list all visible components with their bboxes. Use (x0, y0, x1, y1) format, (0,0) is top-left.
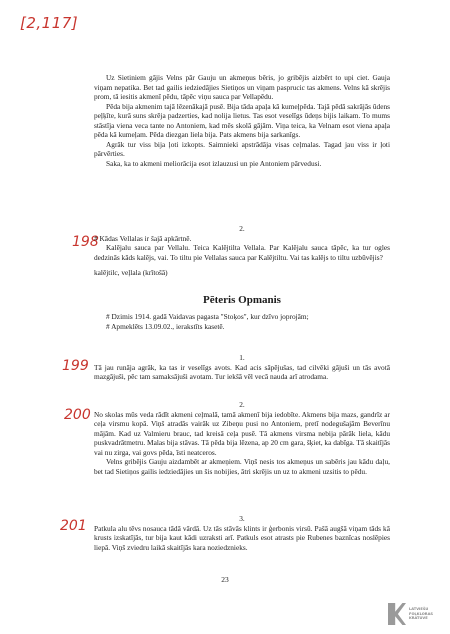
text-block-1 (94, 73, 390, 168)
section-number: 3. (239, 514, 245, 523)
text-block-3 (94, 268, 390, 278)
section-number: 2. (239, 224, 245, 233)
paragraph: kalējtilc, veļlala (krītošā) (94, 268, 168, 277)
paragraph: Kalējalu sauca par Vellalu. Teica Kalējtilta Vellala. Par Kalējalu sauca tāpēc, ka tur ogles dedzinās kāds kalējs, vai. To tiltu pie Vellalas sauca par Kalējtiltu. Vai tas kalējs to tiltu uzbūvējis? (94, 243, 390, 262)
margin-number-198: 198 (72, 234, 99, 250)
margin-number-200: 200 (64, 407, 91, 423)
text-block-5 (94, 353, 390, 382)
narrator-info (94, 312, 390, 331)
logo-line: KRĀTUVE (409, 616, 428, 621)
paragraph: Velns gribējis Gauju aizdambēt ar akmeņiem. Viņš nesis tos akmeņus un sabēris jau kādu daļu, bet tad Sietiņos gailis iedziedājies un šis nobijies, ātri skrējis un uz to akmeni uzsitis to pēdu. (94, 457, 390, 476)
paragraph: # Kādas Vellalas ir šajā apkārtnē. (94, 233, 192, 243)
section-number: 2. (239, 400, 245, 409)
archive-logo (388, 602, 444, 626)
info-line: # Dzimis 1914. gadā Vaidavas pagasta "Stoķos", kur dzīvo joprojām; (106, 312, 309, 321)
logo-line: LATVIEŠU (409, 607, 429, 612)
archive-id-handwritten: [2,117] (20, 14, 79, 32)
logo-line: FOLKLORAS (409, 611, 433, 616)
k-logo-icon (388, 603, 406, 625)
paragraph: Tā jau runāja agrāk, ka tas ir veselīgs avots. Kad acis sāpējušas, tad cilvēki gājuši un tās avotā mazgājuši, pēc tam samaksājuši avotam. Tur iekšā vēl vecā nauda arī atrodama. (94, 362, 390, 381)
paragraph: No skolas mūs veda rādīt akmeni ceļmalā, tamā akmenī bija iedobīte. Akmens bija mazs, gandrīz ar ceļa virsmu kopā. Viņš atradās vairāk uz Zibeņu pusi no Antoniem, pretī nodegušajām Beverīnu mājām. Kad uz Valmieru brauc, tad kreisā ceļa pusē. Tā akmens virsma nebija pārāk liela, kādu puskvadrātmetru. Malas bija stāvas. Tā pēda bija lēzena, ap 20 cm gara, šķiet, ka dabīga. Tā skaitījās vai nu zirga, vai govs pēda, īsti neatceros. (94, 409, 390, 457)
paragraph: Patkula alu tēvs nosauca tādā vārdā. Uz tās stāvās klints ir ģerbonis virsū. Pašā augšā viņam tāds kā krusts izskatījās, tur bija kaut kādi uzraksti arī. Patkuls esot atrasts pie Rubenes baznīcas noslēpies liepā. Viņš zviedru laikā skaitījās kara noziedznieks. (94, 523, 390, 552)
paragraph: Agrāk tur viss bija ļoti izkopts. Saimnieki apstrādāja visas ceļmalas. Tagad jau viss ir ļoti pārvērties. (94, 139, 390, 158)
logo-text (409, 607, 433, 620)
margin-number-199: 199 (62, 358, 89, 374)
paragraph: Saka, ka to akmeni meliorācija esot izlauzusi un pie Antoniem pārvedusi. (106, 158, 322, 168)
paragraph: Uz Sietiniem gājis Velns pār Gauju un akmeņus bēris, jo gribējis aizbērt to upi ciet. Gauja viņam nepatika. Bet tad gailis iedziedājies Sietiņos un viņam paspruciс tas akmens. Velns kā skrējis prom, tā iesitis akmenī pēdu, tāpēc viņu sauca par Vellapēdu. (94, 73, 390, 101)
text-block-2 (94, 224, 390, 262)
narrator-heading: Pēteris Opmanis (203, 294, 281, 306)
paragraph: Pēda bija akmenim tajā lēzenākajā pusē. Bija tāda apaļa kā kumeļpēda. Tajā pēdā sakrājās ūdens peļķīte, kurā suns skrēja padzerties, kad nolija lietus. Tas esot veselīgs ūdeņs bijis laikam. To mums stāstīja viena veca tante no Antoniem, kad mēs skolā gājām. Viņa teica, ka Velnam esot viena apaļa pēda kā kumeļam. Pēda diezgan liela bija. Pats akmens bija sarkanīgs. (94, 101, 390, 139)
info-line: # Apmeklēts 13.09.02., ierakstīts kasetē. (106, 321, 225, 331)
section-number: 1. (239, 353, 245, 362)
text-block-6 (94, 400, 390, 476)
margin-number-201: 201 (60, 518, 87, 534)
page-number: 23 (221, 575, 229, 584)
text-block-7 (94, 514, 390, 552)
